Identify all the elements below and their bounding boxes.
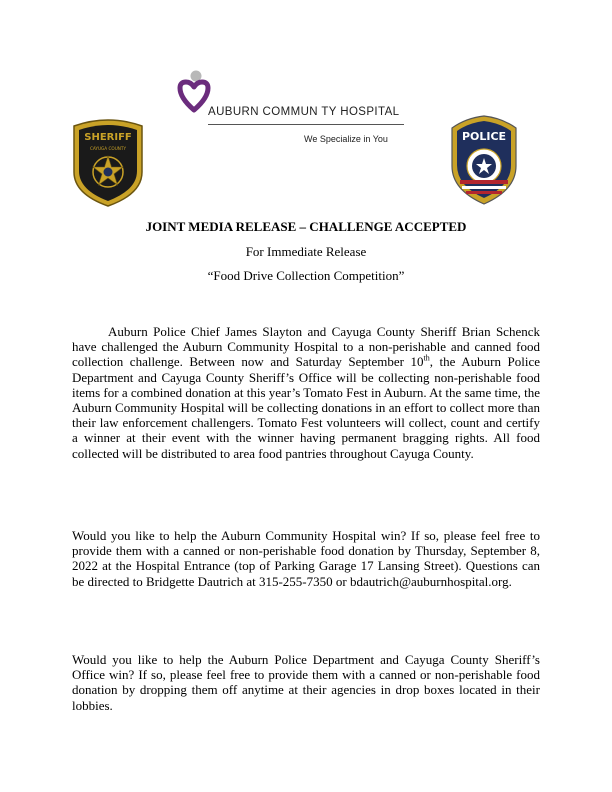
sheriff-badge-text: SHERIFF xyxy=(84,132,132,143)
hospital-name: AUBURN COMMUN TY HOSPITAL xyxy=(208,106,400,118)
release-headline: “Food Drive Collection Competition” xyxy=(207,268,405,283)
sheriff-badge-logo xyxy=(70,116,146,208)
sheriff-badge-ring-text: CAYUGA COUNTY xyxy=(89,146,127,151)
hospital-tagline: We Specialize in You xyxy=(304,134,388,144)
release-title: JOINT MEDIA RELEASE – CHALLENGE ACCEPTED xyxy=(145,219,467,234)
body-paragraph-2: Would you like to help the Auburn Community Hospital win? If so, please feel free to provide them with a canned or non-perishable food donation by Thursday, September 8, 2022 at the Hospital Entrance (top of Parking Garage 17 Lansing Street). Questions can be directed to Bridgette Dautrich at 315-255-7350 or bdautrich@auburnhospital.org. xyxy=(72,528,540,589)
hospital-logo-rule xyxy=(208,124,404,125)
ordinal-suffix: th xyxy=(423,354,430,364)
release-subtitle: For Immediate Release xyxy=(245,244,367,259)
body-paragraph-1 xyxy=(72,324,540,461)
hospital-logo xyxy=(176,68,416,150)
police-badge-text: POLICE xyxy=(461,130,507,143)
police-badge-logo xyxy=(446,114,522,206)
paragraph-1-text-b: , the Auburn Police Department and Cayuga County Sheriff’s Office will be collecting non-perishable food items for a combined donation at this year’s Tomato Fest in Auburn. At the same time, the Auburn Community Hospital will be collecting donations in an effort to collect more than their law enforcement challengers. Tomato Fest volunteers will collect, count and certify a winner at their event with the winner having permanent bragging rights. All food collected will be distributed to area food pantries throughout Cayuga County. xyxy=(72,354,540,461)
body-paragraph-3: Would you like to help the Auburn Police Department and Cayuga County Sheriff’s Office win? If so, please feel free to provide them with a canned or non-perishable food donation by dropping them off anytime at their agencies in drop boxes located in their lobbies. xyxy=(72,652,540,713)
hospital-heart-icon xyxy=(176,68,212,118)
paragraph-1-text-a: Auburn Police Chief James Slayton and Cayuga County Sheriff Brian Schenck have challenged the Auburn Community Hospital to a non-perishable and canned food collection challenge. Between now and Saturday September 10 xyxy=(72,324,540,370)
